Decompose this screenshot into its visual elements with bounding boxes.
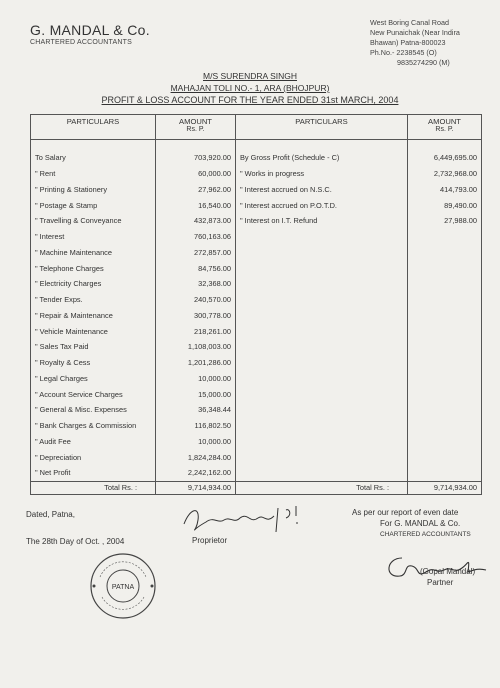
svg-text:PATNA: PATNA: [111, 584, 135, 591]
auditor-report: [352, 507, 471, 540]
debit-amount: 15,000.00: [156, 386, 236, 402]
debit-particular: " Tender Exps.: [31, 292, 156, 308]
debit-particular: " Rent: [31, 166, 156, 182]
table-row: [31, 355, 482, 371]
date-line: The 28th Day of Oct. , 2004: [26, 537, 125, 546]
partner-label: Partner: [427, 578, 454, 587]
credit-particular: [236, 229, 408, 245]
address-line: 9835274290 (M): [397, 58, 450, 67]
total-label-right: Total Rs. :: [236, 481, 408, 494]
credit-amount: [408, 465, 482, 481]
table-row: [31, 213, 482, 229]
credit-particular: " Interest on I.T. Refund: [236, 213, 408, 229]
credit-amount: [408, 418, 482, 434]
dated-place: Dated, Patna,: [26, 510, 75, 519]
credit-particular: [236, 465, 408, 481]
debit-particular: " Account Service Charges: [31, 386, 156, 402]
debit-amount: 60,000.00: [156, 166, 236, 182]
total-amount-right: 9,714,934.00: [408, 481, 482, 494]
credit-particular: [236, 245, 408, 261]
table-row: [31, 182, 482, 198]
debit-amount: 2,242,162.00: [156, 465, 236, 481]
credit-amount: 27,988.00: [408, 213, 482, 229]
debit-particular: " Telephone Charges: [31, 260, 156, 276]
debit-particular: " Travelling & Conveyance: [31, 213, 156, 229]
debit-amount: 27,962.00: [156, 182, 236, 198]
address-line: New Punaichak (Near Indira: [370, 28, 460, 37]
credit-amount-header: AMOUNT Rs. P.: [408, 115, 482, 140]
credit-amount: [408, 339, 482, 355]
debit-amount: 1,824,284.00: [156, 449, 236, 465]
credit-amount: [408, 276, 482, 292]
debit-particular: " Bank Charges & Commission: [31, 418, 156, 434]
credit-amount: [408, 355, 482, 371]
credit-particular: By Gross Profit (Schedule - C): [236, 150, 408, 166]
debit-amount: 1,108,003.00: [156, 339, 236, 355]
credit-particular: [236, 371, 408, 387]
table-row: [31, 308, 482, 324]
table-row: [31, 418, 482, 434]
credit-particular: [236, 386, 408, 402]
table-row: [31, 150, 482, 166]
debit-amount: 218,261.00: [156, 323, 236, 339]
table-row: [31, 197, 482, 213]
credit-amount: [408, 371, 482, 387]
credit-amount: [408, 386, 482, 402]
firm-subtitle: CHARTERED ACCOUNTANTS: [30, 39, 132, 46]
report-line: As per our report of even date: [352, 508, 459, 517]
debit-amount-header: AMOUNT Rs. P.: [156, 115, 236, 140]
credit-particular: [236, 402, 408, 418]
credit-particular: [236, 292, 408, 308]
firm-designation: CHARTERED ACCOUNTANTS: [380, 531, 471, 538]
total-amount-left: 9,714,934.00: [156, 481, 236, 494]
debit-particular: " Net Profit: [31, 465, 156, 481]
debit-particular: " Interest: [31, 229, 156, 245]
debit-particular: " Sales Tax Paid: [31, 339, 156, 355]
debit-particular: " Repair & Maintenance: [31, 308, 156, 324]
credit-particular: " Interest accrued on P.O.T.D.: [236, 197, 408, 213]
address-line: Bhawan) Patna-800023: [370, 38, 446, 47]
debit-particular: " Electricity Charges: [31, 276, 156, 292]
debit-particular: " Machine Maintenance: [31, 245, 156, 261]
debit-amount: 16,540.00: [156, 197, 236, 213]
debit-amount: 84,756.00: [156, 260, 236, 276]
totals-row: [31, 481, 482, 494]
debit-amount: 116,802.50: [156, 418, 236, 434]
table-row: [31, 260, 482, 276]
table-row: [31, 434, 482, 450]
proprietor-label: Proprietor: [192, 536, 228, 545]
credit-particular: [236, 434, 408, 450]
table-row: [31, 245, 482, 261]
credit-particular: [236, 276, 408, 292]
debit-amount: 300,778.00: [156, 308, 236, 324]
firm-name: G. MANDAL & Co.: [30, 22, 150, 38]
client-name: M/S SURENDRA SINGH: [203, 71, 297, 81]
debit-particular: To Salary: [31, 150, 156, 166]
debit-particular: " Legal Charges: [31, 371, 156, 387]
credit-particular: [236, 449, 408, 465]
debit-amount: 10,000.00: [156, 371, 236, 387]
proprietor-signature: [178, 502, 318, 538]
debit-particular: " Postage & Stamp: [31, 197, 156, 213]
debit-amount: 703,920.00: [156, 150, 236, 166]
table-row: [31, 402, 482, 418]
table-row: [31, 166, 482, 182]
credit-amount: 2,732,968.00: [408, 166, 482, 182]
credit-amount: [408, 229, 482, 245]
debit-particulars-header: PARTICULARS: [31, 115, 156, 140]
table-row: [31, 371, 482, 387]
debit-particular: " Royalty & Cess: [31, 355, 156, 371]
credit-amount: [408, 449, 482, 465]
client-location: MAHAJAN TOLI NO.- 1, ARA (BHOJPUR): [170, 83, 330, 93]
table-row: [31, 229, 482, 245]
debit-amount: 10,000.00: [156, 434, 236, 450]
credit-amount: [408, 434, 482, 450]
credit-particular: [236, 418, 408, 434]
credit-amount: [408, 323, 482, 339]
partner-name: (Gopal Mandal): [420, 567, 476, 576]
table-row: [31, 449, 482, 465]
total-label-left: Total Rs. :: [31, 481, 156, 494]
credit-amount: [408, 260, 482, 276]
credit-particular: [236, 355, 408, 371]
table-row: [31, 386, 482, 402]
table-row: [31, 323, 482, 339]
credit-amount: 6,449,695.00: [408, 150, 482, 166]
credit-particular: [236, 339, 408, 355]
credit-particulars-header: PARTICULARS: [236, 115, 408, 140]
credit-amount: 414,793.00: [408, 182, 482, 198]
firm-seal-stamp: [88, 551, 158, 621]
statement-title: PROFIT & LOSS ACCOUNT FOR THE YEAR ENDED 31st MARCH, 2004: [101, 95, 399, 105]
credit-amount: [408, 292, 482, 308]
credit-particular: " Works in progress: [236, 166, 408, 182]
debit-particular: " Vehicle Maintenance: [31, 323, 156, 339]
debit-amount: 272,857.00: [156, 245, 236, 261]
debit-amount: 1,201,286.00: [156, 355, 236, 371]
table-header-row: [31, 115, 482, 140]
debit-particular: " Depreciation: [31, 449, 156, 465]
table-row: [31, 292, 482, 308]
debit-amount: 32,368.00: [156, 276, 236, 292]
credit-amount: 89,490.00: [408, 197, 482, 213]
debit-amount: 432,873.00: [156, 213, 236, 229]
table-row: [31, 339, 482, 355]
address-line: Ph.No.- 2238545 (O): [370, 48, 437, 57]
credit-particular: [236, 323, 408, 339]
credit-amount: [408, 402, 482, 418]
table-row: [31, 276, 482, 292]
profit-loss-table: [30, 114, 482, 495]
debit-particular: " General & Misc. Expenses: [31, 402, 156, 418]
debit-particular: " Printing & Stationery: [31, 182, 156, 198]
credit-particular: [236, 260, 408, 276]
firm-address: [370, 18, 460, 68]
debit-amount: 760,163.06: [156, 229, 236, 245]
credit-amount: [408, 245, 482, 261]
credit-amount: [408, 308, 482, 324]
for-firm: For G. MANDAL & Co.: [380, 519, 461, 528]
table-row: [31, 465, 482, 481]
debit-amount: 240,570.00: [156, 292, 236, 308]
address-line: West Boring Canal Road: [370, 18, 449, 27]
credit-particular: " Interest accrued on N.S.C.: [236, 182, 408, 198]
credit-particular: [236, 308, 408, 324]
debit-particular: " Audit Fee: [31, 434, 156, 450]
debit-amount: 36,348.44: [156, 402, 236, 418]
